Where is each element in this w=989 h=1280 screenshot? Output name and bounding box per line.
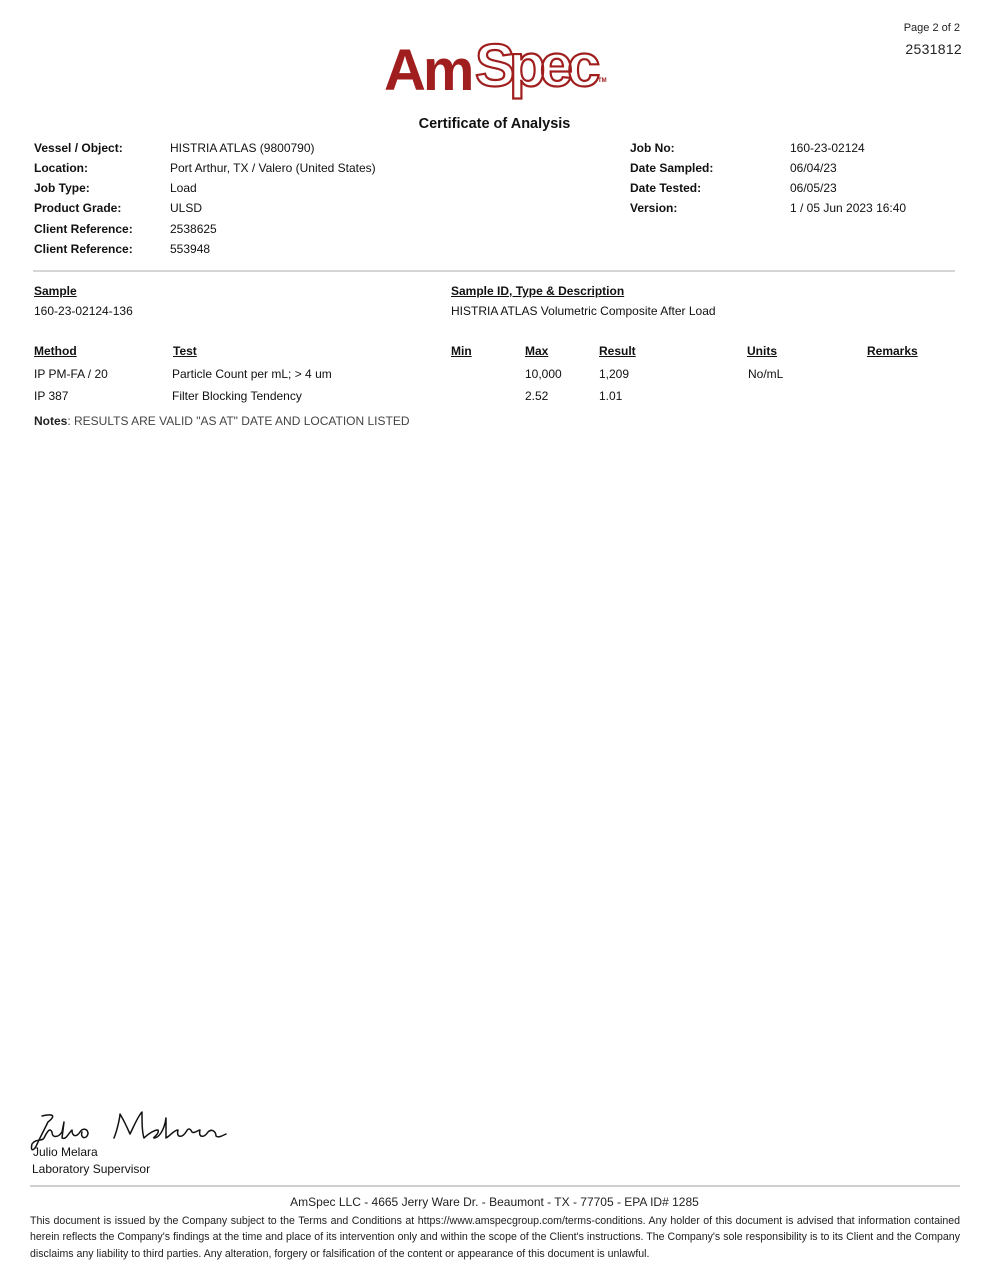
- date-tested-value: 06/05/23: [790, 181, 837, 195]
- company-address: AmSpec LLC - 4665 Jerry Ware Dr. - Beaumont - TX - 77705 - EPA ID# 1285: [290, 1195, 699, 1209]
- location-value: Port Arthur, TX / Valero (United States): [170, 161, 376, 175]
- legal-disclaimer: This document is issued by the Company subject to the Terms and Conditions at https://www.amspecgroup.com/terms-conditions. Any holder of this document is advised that information contained herein reflects the Company's findings at the time and place of its intervention only and within the scope of the Client's instructions. The Company's sole responsibility is to its Client and the Company disclaims any liability to third parties. Any alteration, forgery or falsification of the content or appearance of this document is unlawful.: [30, 1215, 960, 1260]
- version-label: Version:: [630, 201, 678, 215]
- location-label: Location:: [34, 161, 88, 175]
- client-reference-value: 553948: [170, 242, 211, 256]
- product-grade-value: ULSD: [170, 201, 203, 215]
- vessel-label: Vessel / Object:: [34, 141, 123, 155]
- product-grade-label: Product Grade:: [34, 201, 122, 215]
- row-method: IP 387: [34, 389, 69, 403]
- sample-header: Sample: [34, 284, 77, 298]
- job-type-value: Load: [170, 181, 197, 195]
- notes-label: Notes: [34, 414, 68, 428]
- amspec-logo: [380, 30, 610, 114]
- date-sampled-label: Date Sampled:: [630, 161, 714, 175]
- job-no-label: Job No:: [630, 141, 675, 155]
- row-units: No/mL: [748, 367, 784, 381]
- min-header: Min: [451, 344, 472, 358]
- row-max: 10,000: [525, 367, 562, 381]
- notes-text: : RESULTS ARE VALID "AS AT" DATE AND LOCATION LISTED: [67, 414, 410, 428]
- page-number: Page 2 of 2: [903, 22, 960, 34]
- notes: [34, 414, 410, 428]
- row-method: IP PM-FA / 20: [34, 367, 108, 381]
- section-divider: [33, 270, 955, 272]
- remarks-header: Remarks: [867, 344, 918, 358]
- svg-text:TM: TM: [598, 78, 607, 84]
- document-number: 2531812: [905, 41, 962, 57]
- date-sampled-value: 06/04/23: [790, 161, 837, 175]
- client-reference-label: Client Reference:: [34, 222, 133, 236]
- description-header: Sample ID, Type & Description: [451, 284, 625, 298]
- row-max: 2.52: [525, 389, 549, 403]
- vessel-value: HISTRIA ATLAS (9800790): [170, 141, 315, 155]
- row-result: 1.01: [599, 389, 623, 403]
- method-header: Method: [34, 344, 77, 358]
- row-result: 1,209: [599, 367, 630, 381]
- version-value: 1 / 05 Jun 2023 16:40: [790, 201, 907, 215]
- client-reference-label: Client Reference:: [34, 242, 133, 256]
- signatory-title: Laboratory Supervisor: [32, 1162, 151, 1176]
- svg-text:Am: Am: [384, 38, 472, 103]
- signatory-name: Julio Melara: [33, 1145, 98, 1159]
- result-header: Result: [599, 344, 636, 358]
- sample-description: HISTRIA ATLAS Volumetric Composite After Load: [451, 304, 716, 318]
- max-header: Max: [525, 344, 549, 358]
- row-test: Particle Count per mL; > 4 um: [172, 367, 332, 381]
- date-tested-label: Date Tested:: [630, 181, 702, 195]
- svg-text:Spec: Spec: [475, 32, 595, 99]
- client-reference-value: 2538625: [170, 222, 217, 236]
- test-header: Test: [173, 344, 197, 358]
- sample-id: 160-23-02124-136: [34, 304, 133, 318]
- units-header: Units: [747, 344, 777, 358]
- row-test: Filter Blocking Tendency: [172, 389, 302, 403]
- job-no-value: 160-23-02124: [790, 141, 865, 155]
- certificate-title: Certificate of Analysis: [418, 116, 571, 132]
- job-type-label: Job Type:: [34, 181, 90, 195]
- footer-divider: [30, 1185, 960, 1187]
